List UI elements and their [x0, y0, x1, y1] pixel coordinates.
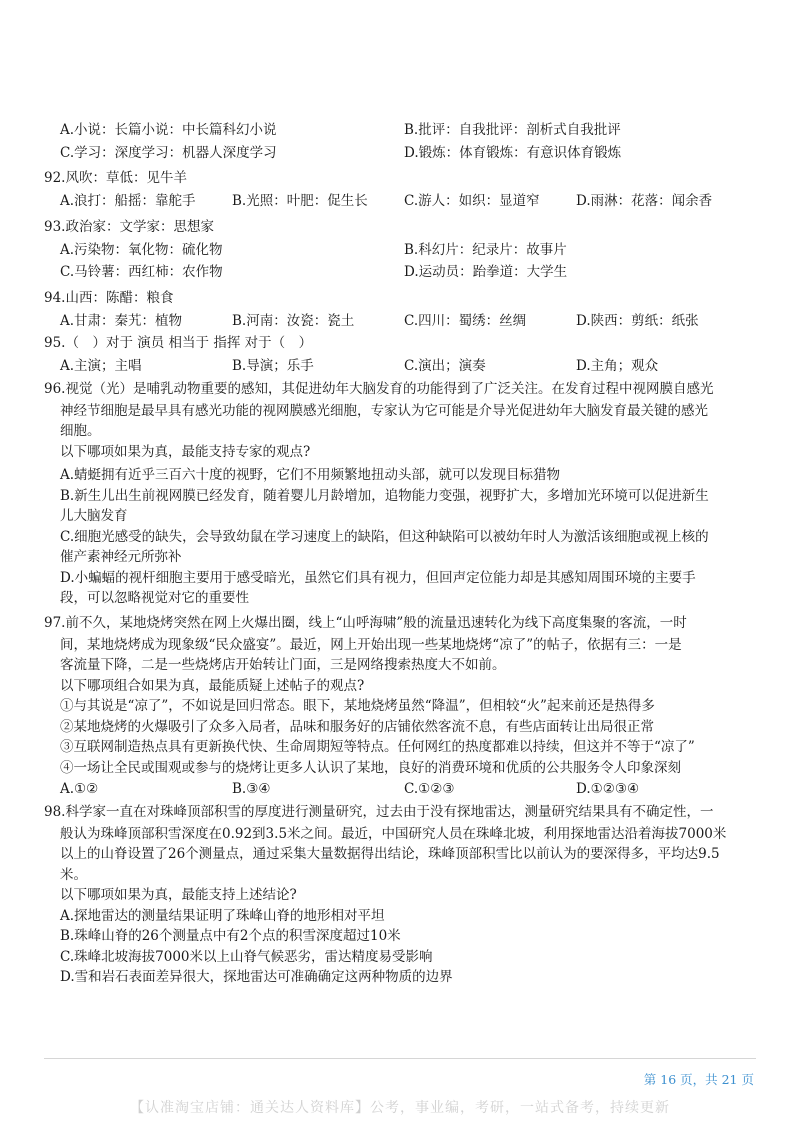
q98-option-a: A.探地雷达的测量结果证明了珠峰山脊的地形相对平坦	[60, 907, 385, 924]
q91-option-d: D.锻炼：体育锻炼：有意识体育锻炼	[404, 144, 622, 161]
q91-option-c: C.学习：深度学习：机器人深度学习	[60, 144, 277, 161]
q97-statement-3: ③互联网制造热点具有更新换代快、生命周期短等特点。任何网红的热度都难以持续，但这并不等于“凉了”	[60, 739, 695, 755]
q92-option-c: C.游人：如织：显道窄	[404, 193, 540, 210]
q98-option-b: B.珠峰山脊的26个测量点中有2个点的积雪深度超过10米	[60, 928, 401, 944]
q97-statement-4: ④一场让全民或围观或参与的烧烤让更多人认识了某地，良好的消费环境和优质的公共服务令人印象深刻	[60, 759, 681, 776]
q98-option-d: D.雪和岩石表面差异很大，探地雷达可准确确定这两种物质的边界	[60, 969, 453, 985]
q91-option-a: A.小说：长篇小说：中长篇科幻小说	[60, 122, 277, 139]
page-number: 第 16 页，共 21 页	[643, 1072, 754, 1087]
q97-options	[44, 778, 764, 801]
q92-option-d: D.雨淋：花落：闻余香	[576, 193, 713, 210]
q95-option-d: D.主角；观众	[576, 358, 659, 375]
q93-option-b: B.科幻片：纪录片：故事片	[404, 241, 567, 258]
q96-stem-line: 96.视觉（光）是哺乳动物重要的感知，其促进幼年大脑发育的功能得到了广泛关注。在发育过程中视网膜自感光	[44, 380, 714, 397]
q95-option-c: C.演出；演奏	[404, 358, 486, 375]
q93-options-row-2	[44, 261, 764, 284]
q96-option-b-cont: 儿大脑发育	[60, 508, 128, 524]
q96-option-d: D.小蝙蝠的视杆细胞主要用于感受暗光，虽然它们具有视力，但回声定位能力却是其感知周围环境的主要手	[60, 569, 696, 586]
q91-options-row-1	[44, 119, 764, 142]
q94-options	[44, 310, 764, 333]
q96-stem-line: 细胞。	[60, 423, 101, 439]
q94-option-b: B.河南：汝瓷：瓷土	[232, 312, 355, 329]
q92-stem: 92.风吹：草低：见牛羊	[44, 170, 187, 186]
q94-option-d: D.陕西：剪纸：纸张	[576, 312, 699, 329]
q98-stem-line: 米。	[60, 866, 87, 883]
q97-stem-line: 间，某地烧烤成为现象级“民众盛宴”。最近，网上开始出现一些某地烧烤“凉了”的帖子，依据有三：一是	[60, 636, 682, 653]
q96-prompt: 以下哪项如果为真，最能支持专家的观点?	[60, 443, 311, 460]
q91-option-b: B.批评：自我批评：剖析式自我批评	[404, 122, 621, 139]
q95-options	[44, 355, 764, 378]
q93-stem: 93.政治家：文学家：思想家	[44, 218, 214, 235]
footer-divider	[44, 1058, 756, 1059]
question-content	[44, 119, 764, 988]
q95-stem: 95.（ ）对于 演员 相当于 指挥 对于（ ）	[44, 335, 313, 351]
q93-option-d: D.运动员：跆拳道：大学生	[404, 264, 568, 281]
q98-stem-line: 以上的山脊设置了26个测量点，通过采集大量数据得出结论，珠峰顶部积雪比以前认为的要深得多，平均达9.5	[60, 846, 720, 862]
q96-option-b: B.新生儿出生前视网膜已经发育，随着婴儿月龄增加，追物能力变强，视野扩大，多增加光环境可以促进新生	[60, 487, 709, 504]
q93-options-row-1	[44, 239, 764, 262]
q96-option-a: A.蜻蜓拥有近乎三百六十度的视野，它们不用频繁地扭动头部，就可以发现目标猎物	[60, 467, 561, 483]
q98-stem-line: 般认为珠峰顶部积雪深度在0.92到3.5米之间。最近，中国研究人员在珠峰北坡，利用探地雷达沿着海拔7000米	[60, 825, 727, 842]
q96-option-c: C.细胞光感受的缺失，会导致幼鼠在学习速度上的缺陷，但这种缺陷可以被幼年时人为激活该细胞或视上核的	[60, 528, 709, 545]
q92-options	[44, 190, 764, 213]
q98-stem-line: 98.科学家一直在对珠峰顶部积雪的厚度进行测量研究，过去由于没有探地雷达，测量研究结果具有不确定性，一	[44, 803, 714, 820]
q93-option-c: C.马铃薯：西红柿：农作物	[60, 264, 223, 281]
q97-option-d: D.①②③④	[576, 781, 640, 798]
q97-option-a: A.①②	[60, 781, 99, 798]
q95-option-b: B.导演；乐手	[232, 358, 314, 375]
q96-option-d-cont: 段，可以忽略视觉对它的重要性	[60, 590, 249, 606]
q96-stem-line: 神经节细胞是最早具有感光功能的视网膜感光细胞，专家认为它可能是介导光促进幼年大脑发育最关键的感光	[60, 402, 708, 419]
q97-option-b: B.③④	[232, 781, 271, 798]
q97-statement-1: ①与其说是“凉了”，不如说是回归常态。眼下，某地烧烤虽然“降温”，但相较“火”起来前还是热得多	[60, 698, 655, 714]
q93-option-a: A.污染物：氧化物：硫化物	[60, 241, 223, 258]
q92-option-b: B.光照：叶肥：促生长	[232, 193, 368, 210]
q98-option-c: C.珠峰北坡海拔7000米以上山脊气候恶劣，雷达精度易受影响	[60, 948, 433, 965]
q97-statement-2: ②某地烧烤的火爆吸引了众多入局者，品味和服务好的店铺依然客流不息，有些店面转让出局很正常	[60, 718, 654, 735]
q97-option-c: C.①②③	[404, 781, 455, 798]
q94-stem: 94.山西：陈醋：粮食	[44, 289, 174, 306]
q96-option-c-cont: 催产素神经元所弥补	[60, 549, 182, 565]
q95-option-a: A.主演；主唱	[60, 358, 142, 375]
watermark-text: 【认准淘宝店铺：通关达人资料库】公考，事业编，考研，一站式备考，持续更新	[130, 1100, 670, 1116]
q97-prompt: 以下哪项组合如果为真，最能质疑上述帖子的观点?	[60, 677, 365, 694]
q94-option-c: C.四川：蜀绣：丝绸	[404, 312, 527, 329]
q97-stem-line: 97.前不久，某地烧烤突然在网上火爆出圈，线上“山呼海啸”般的流量迅速转化为线下高度集聚的客流，一时	[44, 614, 687, 631]
q92-option-a: A.浪打：船摇：靠舵手	[60, 193, 196, 210]
q91-options-row-2	[44, 142, 764, 165]
q94-option-a: A.甘肃：秦艽：植物	[60, 312, 183, 329]
q98-prompt: 以下哪项如果为真，最能支持上述结论?	[60, 887, 297, 903]
q97-stem-line: 客流量下降，二是一些烧烤店开始转让门面，三是网络搜索热度大不如前。	[60, 657, 506, 673]
